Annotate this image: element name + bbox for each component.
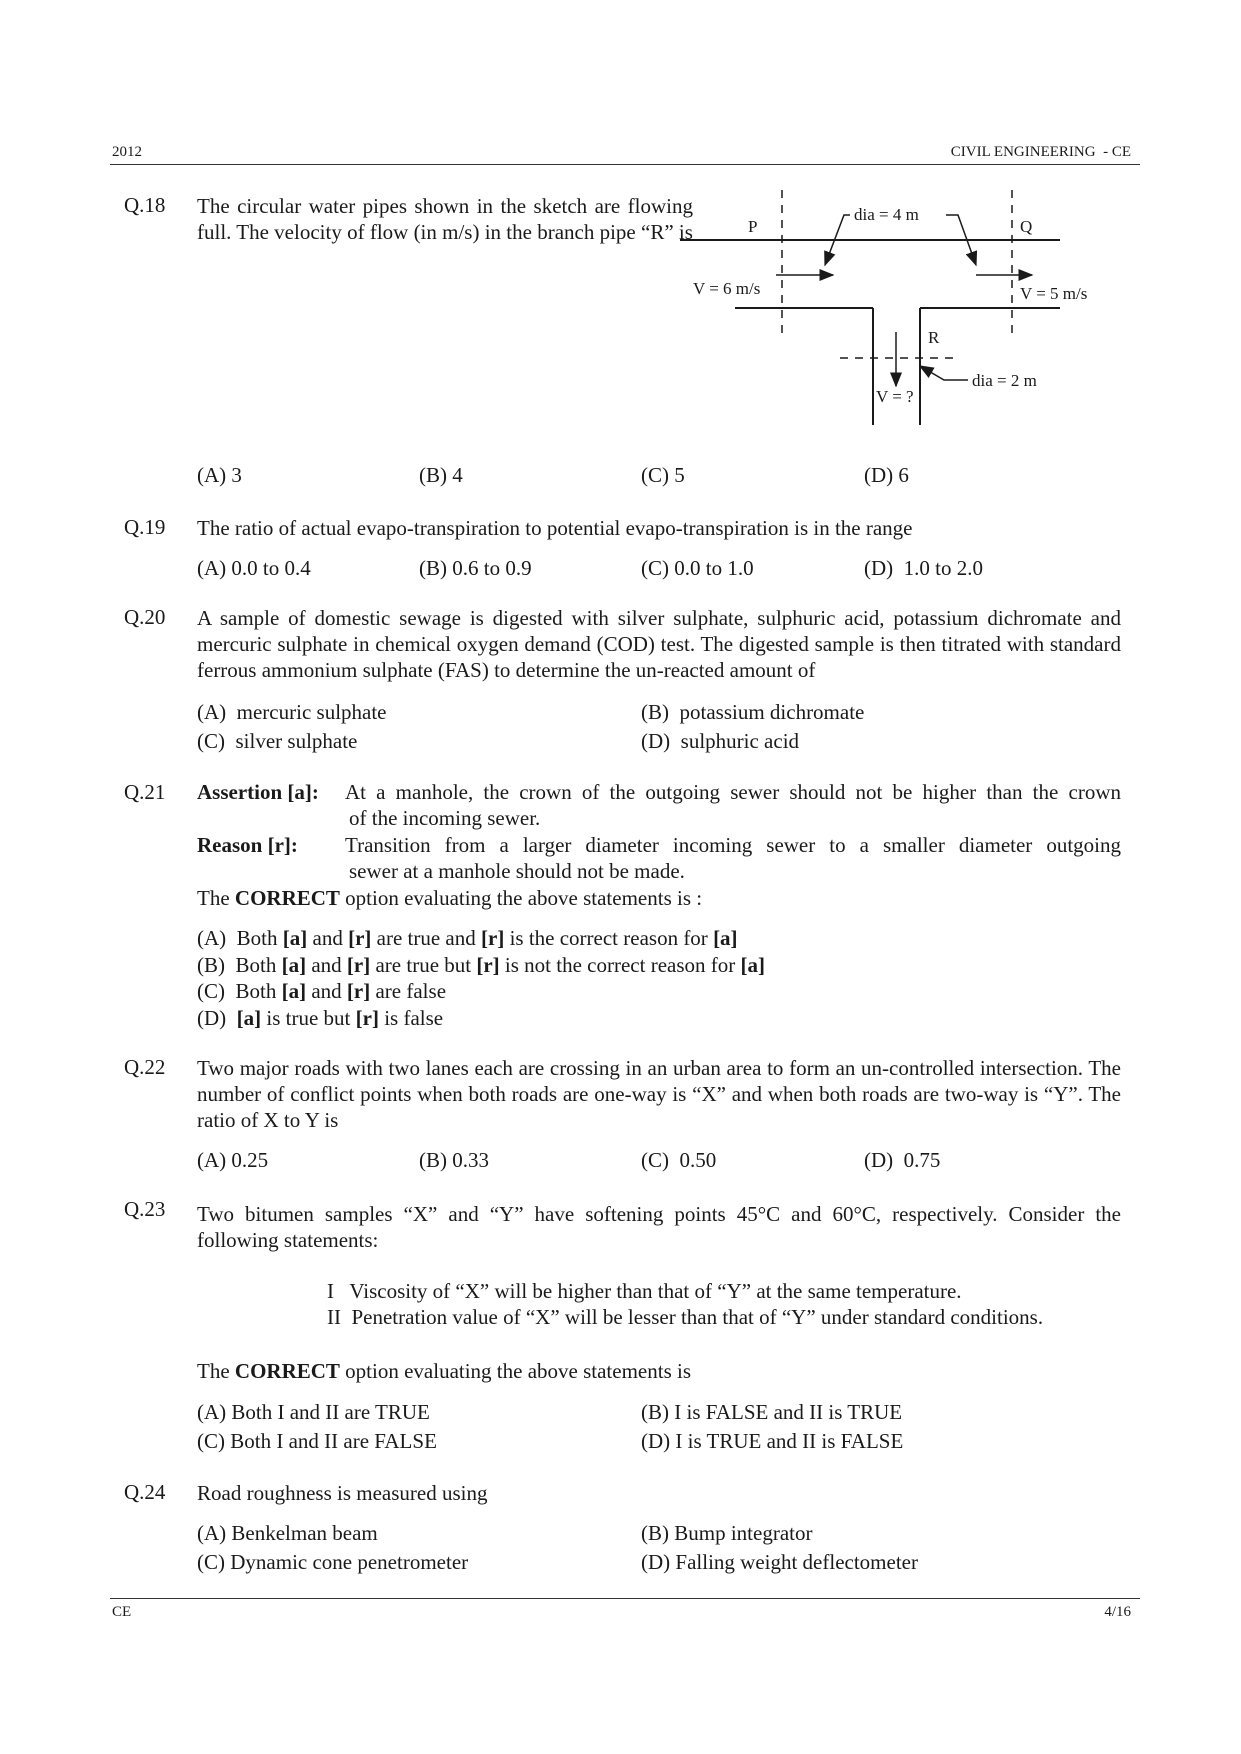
q23-text: Two bitumen samples “X” and “Y” have softening points 45°C and 60°C, respectively. Consider the following statements: [197, 1202, 1121, 1252]
q21-reason-line1: Transition from a larger diameter incoming sewer to a smaller diameter outgoing [345, 833, 1121, 857]
header-year: 2012 [112, 144, 142, 160]
footer-page-number: 4/16 [1104, 1604, 1131, 1620]
q24-option-b: (B) Bump integrator [641, 1521, 813, 1545]
q23-option-d: (D) I is TRUE and II is FALSE [641, 1429, 904, 1453]
label-dia-main: dia = 4 m [854, 205, 919, 224]
q24-option-a: (A) Benkelman beam [197, 1521, 378, 1545]
q23-option-b: (B) I is FALSE and II is TRUE [641, 1400, 903, 1424]
label-r: R [928, 328, 940, 347]
q21-option-a: (A) Both [a] and [r] are true and [r] is the correct reason for [a] [197, 926, 738, 950]
q23-option-c: (C) Both I and II are FALSE [197, 1429, 437, 1453]
label-p: P [748, 217, 758, 236]
q21-option-c: (C) Both [a] and [r] are false [197, 979, 447, 1003]
pipe-flow-diagram [680, 180, 1120, 440]
label-v-branch: V = ? [876, 387, 914, 406]
q19-option-b: (B) 0.6 to 0.9 [419, 556, 532, 580]
q18-text: The circular water pipes shown in the sketch are flowing full. The velocity of flow (in m/s) in the branch pipe “R” is [197, 194, 693, 244]
q23-statement-1: I Viscosity of “X” will be higher than that of “Y” at the same temperature. [327, 1279, 962, 1303]
q23-option-a: (A) Both I and II are TRUE [197, 1400, 430, 1424]
q20-number: Q.20 [124, 605, 166, 629]
q23-number: Q.23 [124, 1197, 166, 1221]
q18-option-d: (D) 6 [864, 463, 909, 487]
q20-text: A sample of domestic sewage is digested with silver sulphate, sulphuric acid, potassium dichromate and mercuric sulphate in chemical oxygen demand (COD) test. The digested sample is then titrated with standard ferrous ammonium sulphate (FAS) to determine the un-reacted amount of [197, 606, 1121, 682]
q18-number: Q.18 [124, 193, 166, 217]
label-dia-branch: dia = 2 m [972, 371, 1037, 390]
q19-option-a: (A) 0.0 to 0.4 [197, 556, 311, 580]
header-rule [110, 164, 1140, 165]
q22-text: Two major roads with two lanes each are crossing in an urban area to form an un-controlled intersection. The number of conflict points when both roads are one-way is “X” and when both roads are two-way is “Y”. The ratio of X to Y is [197, 1056, 1121, 1132]
header-subject: CIVIL ENGINEERING - CE [950, 144, 1131, 160]
q19-text: The ratio of actual evapo-transpiration to potential evapo-transpiration is in the range [197, 516, 913, 540]
q24-number: Q.24 [124, 1480, 166, 1504]
q20-option-a: (A) mercuric sulphate [197, 700, 387, 724]
q21-reason-line2: sewer at a manhole should not be made. [349, 859, 685, 883]
q21-assertion-label: Assertion [a]: [197, 780, 319, 804]
q22-option-b: (B) 0.33 [419, 1148, 489, 1172]
q23-statement-2: II Penetration value of “X” will be lesser than that of “Y” under standard conditions. [327, 1305, 1044, 1329]
footer-rule [110, 1598, 1140, 1599]
q20-option-c: (C) silver sulphate [197, 729, 358, 753]
q18-option-a: (A) 3 [197, 463, 242, 487]
q24-text: Road roughness is measured using [197, 1481, 488, 1505]
label-v-out: V = 5 m/s [1020, 284, 1088, 303]
q24-option-d: (D) Falling weight deflectometer [641, 1550, 918, 1574]
q19-option-d: (D) 1.0 to 2.0 [864, 556, 983, 580]
q21-option-d: (D) [a] is true but [r] is false [197, 1006, 444, 1030]
label-q: Q [1020, 217, 1033, 236]
q22-option-c: (C) 0.50 [641, 1148, 717, 1172]
q19-option-c: (C) 0.0 to 1.0 [641, 556, 754, 580]
q21-assertion-line2: of the incoming sewer. [349, 806, 541, 830]
q21-prompt: The CORRECT option evaluating the above statements is : [197, 886, 703, 910]
q21-assertion-line1: At a manhole, the crown of the outgoing sewer should not be higher than the crown [345, 780, 1121, 804]
footer-code: CE [112, 1604, 132, 1620]
q20-option-b: (B) potassium dichromate [641, 700, 865, 724]
dia-branch-leader [920, 366, 968, 380]
q20-option-d: (D) sulphuric acid [641, 729, 800, 753]
q21-number: Q.21 [124, 780, 166, 804]
q23-prompt: The CORRECT option evaluating the above statements is [197, 1359, 692, 1383]
q18-option-c: (C) 5 [641, 463, 685, 487]
q22-option-a: (A) 0.25 [197, 1148, 269, 1172]
q21-option-b: (B) Both [a] and [r] are true but [r] is not the correct reason for [a] [197, 953, 765, 977]
q22-option-d: (D) 0.75 [864, 1148, 941, 1172]
q24-option-c: (C) Dynamic cone penetrometer [197, 1550, 469, 1574]
label-v-in: V = 6 m/s [693, 279, 761, 298]
q19-number: Q.19 [124, 515, 166, 539]
q18-option-b: (B) 4 [419, 463, 463, 487]
q21-reason-label: Reason [r]: [197, 833, 298, 857]
q22-number: Q.22 [124, 1055, 166, 1079]
